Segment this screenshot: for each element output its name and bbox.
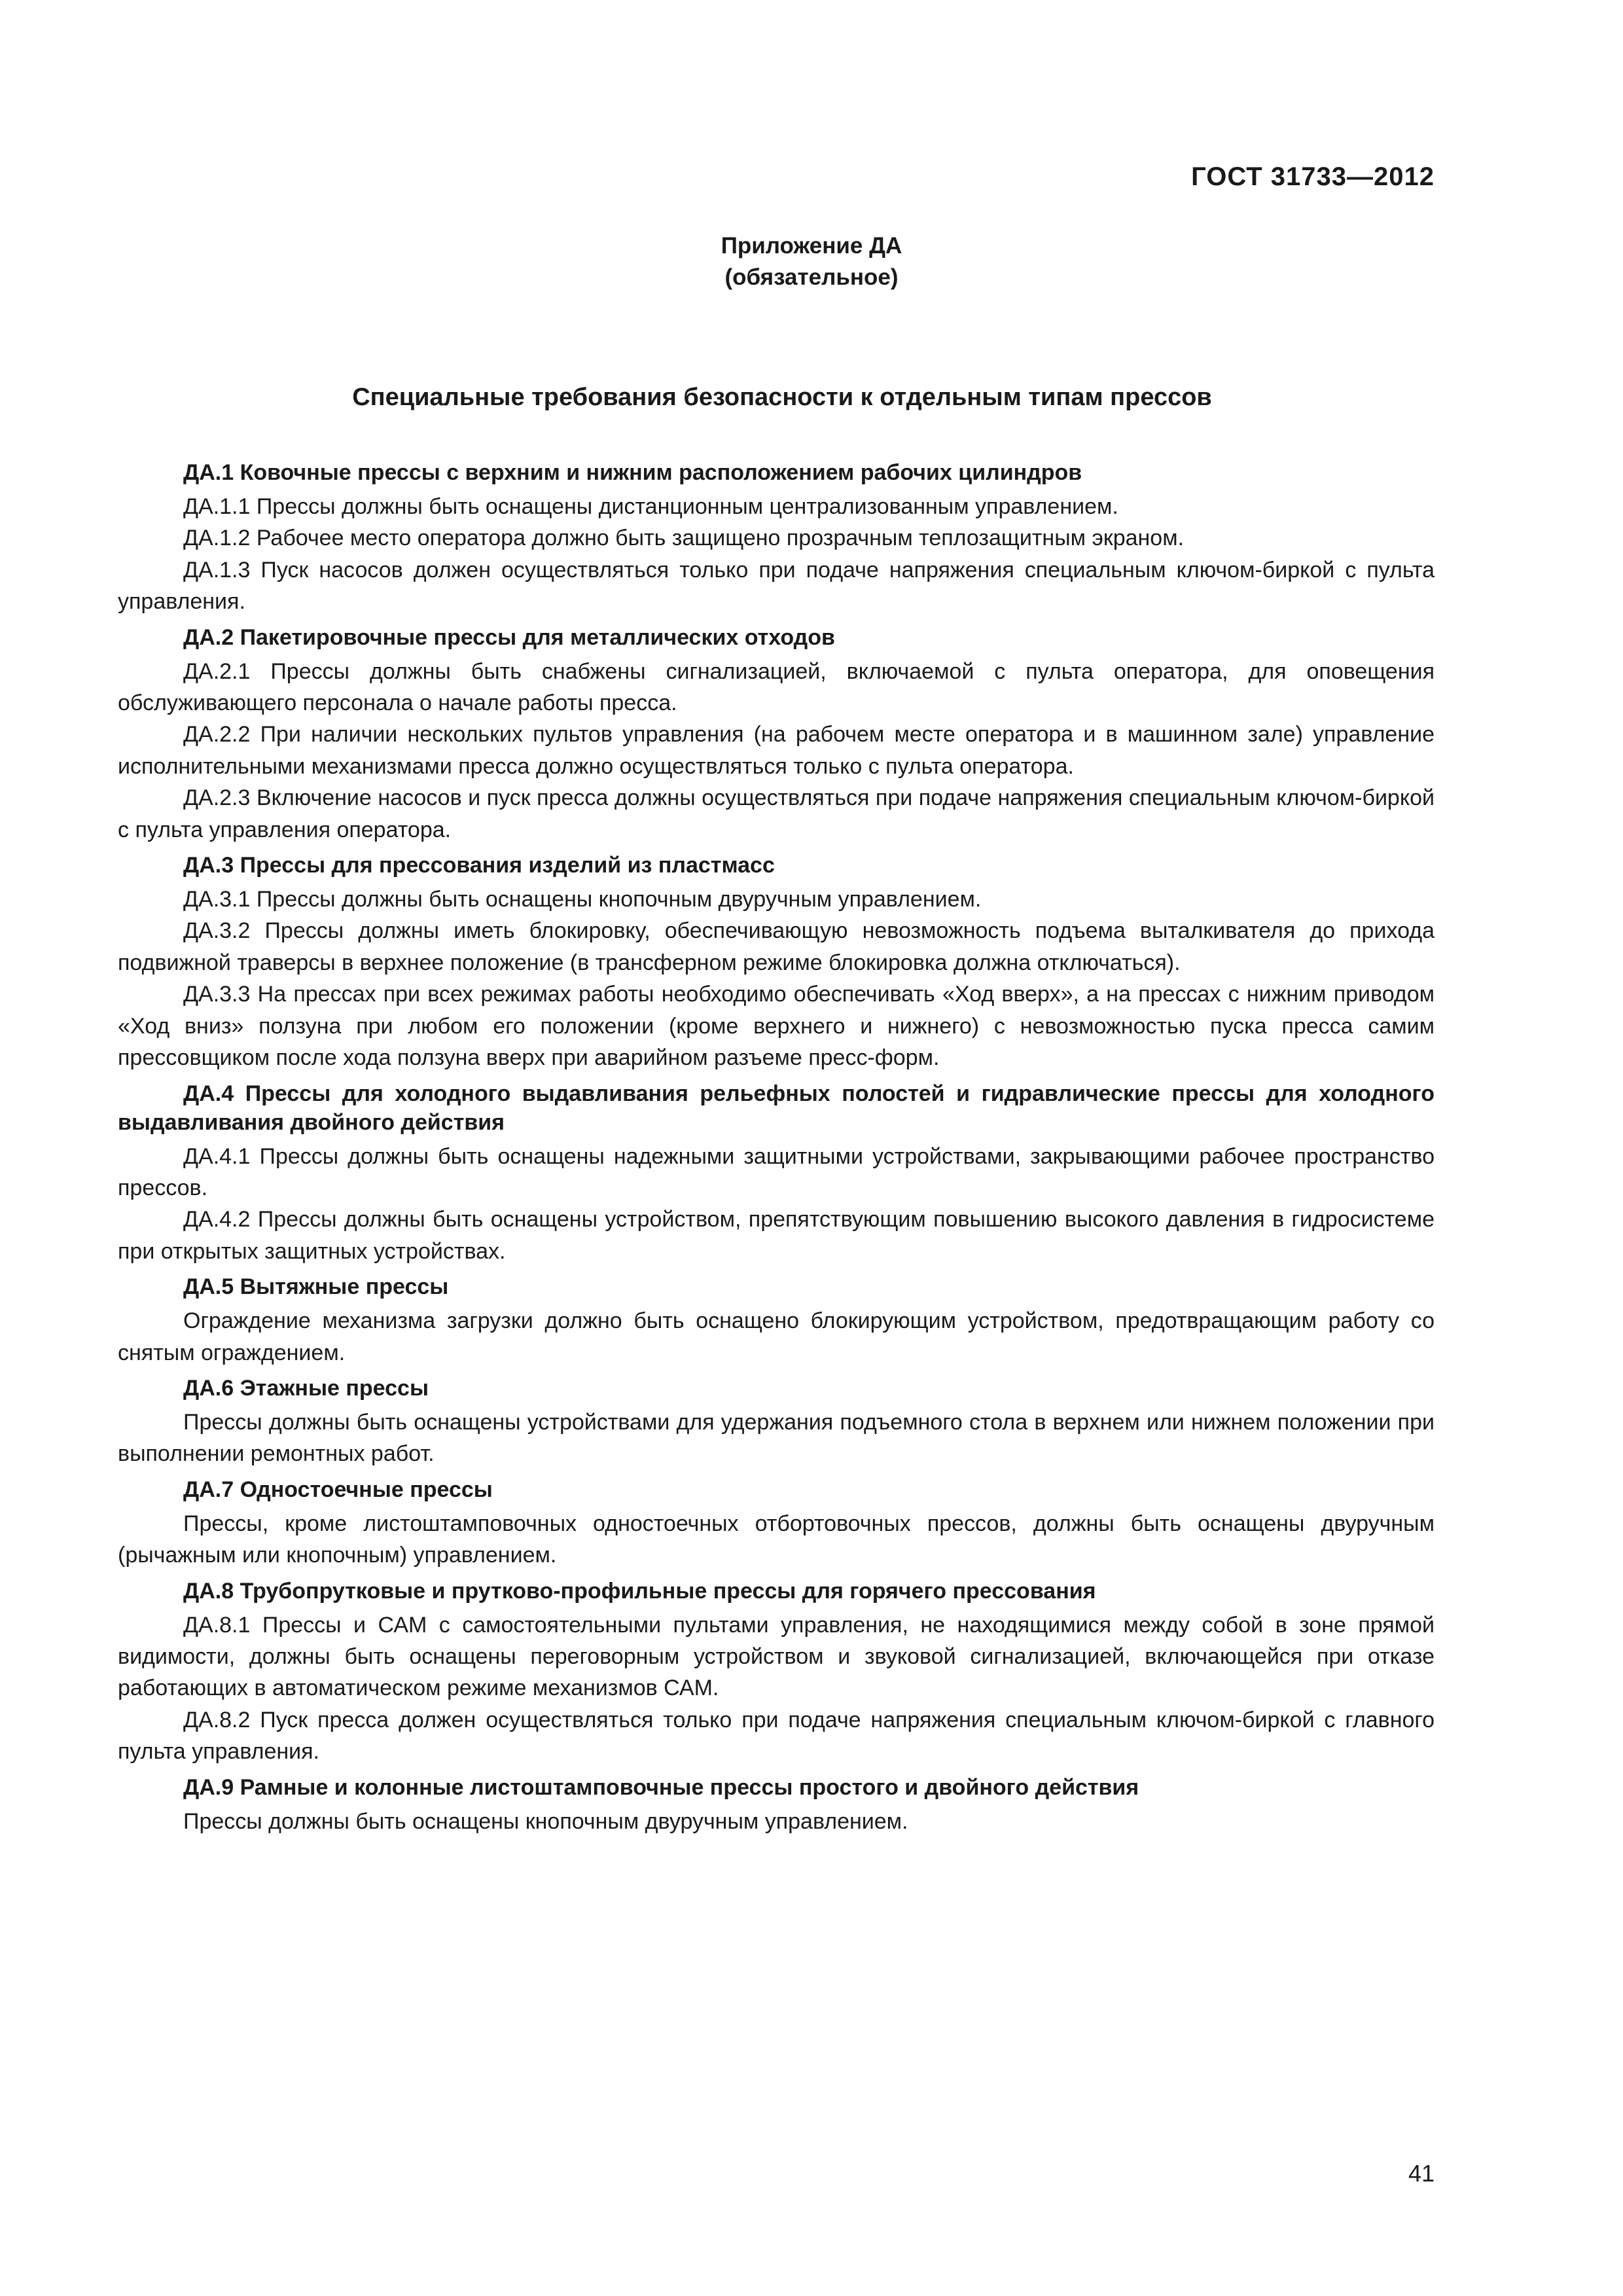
- clause-da-3-3: ДА.3.3 На прессах при всех режимах работы необходимо обеспечивать «Ход вверх», а на прессах с нижним приводом «Ход вниз» ползуна при любом его положении (кроме верхнего и нижнего) с невозможностью пуска пресса самим прессовщиком после хода ползуна вверх при аварийном разъеме пресс-форм.: [118, 982, 1435, 1071]
- section-heading-da3: ДА.3 Прессы для прессования изделий из пластмасс: [183, 853, 775, 878]
- document-code: ГОСТ 31733—2012: [1191, 162, 1435, 191]
- clause-da-2-1: ДА.2.1 Прессы должны быть снабжены сигнализацией, включаемой с пульта оператора, для оповещения обслуживающего персонала о начале работы пресса.: [118, 658, 1435, 716]
- clause-da-8-2: ДА.8.2 Пуск пресса должен осуществляться только при подаче напряжения специальным ключом-биркой с главного пульта управления.: [118, 1707, 1435, 1765]
- clause-da-7: Прессы, кроме листоштамповочных одностоечных отбортовочных прессов, должны быть оснащены двуручным (рычажным или кнопочным) управлением.: [118, 1511, 1435, 1568]
- section-heading-da5: ДА.5 Вытяжные прессы: [183, 1274, 449, 1300]
- section-heading-da4: ДА.4 Прессы для холодного выдавливания рельефных полостей и гидравлические прессы для холодного выдавливания двойного действия: [118, 1081, 1435, 1135]
- section-heading-da1: ДА.1 Ковочные прессы с верхним и нижним расположением рабочих цилиндров: [183, 460, 1082, 485]
- clause-da-9: Прессы должны быть оснащены кнопочным двуручным управлением.: [183, 1808, 908, 1834]
- appendix-header: [0, 230, 1623, 293]
- appendix-status: (обязательное): [724, 264, 899, 290]
- clause-da-1-1: ДА.1.1 Прессы должны быть оснащены дистанционным централизованным управлением.: [183, 494, 1118, 519]
- clause-da-6: Прессы должны быть оснащены устройствами для удержания подъемного стола в верхнем или нижнем положении при выполнении ремонтных работ.: [118, 1409, 1435, 1467]
- page-number: 41: [1408, 2160, 1435, 2187]
- clause-da-2-3: ДА.2.3 Включение насосов и пуск пресса должны осуществляться при подаче напряжения специальным ключом-биркой с пульта управления оператора.: [118, 785, 1435, 842]
- clause-da-1-2: ДА.1.2 Рабочее место оператора должно быть защищено прозрачным теплозащитным экраном.: [183, 526, 1185, 551]
- clause-da-4-2: ДА.4.2 Прессы должны быть оснащены устройством, препятствующим повышению высокого давления в гидросистеме при открытых защитных устройствах.: [118, 1207, 1435, 1264]
- document-body: [118, 458, 1435, 1837]
- clause-da-3-2: ДА.3.2 Прессы должны иметь блокировку, обеспечивающую невозможность подъема выталкивателя до прихода подвижной траверсы в верхнее положение (в трансферном режиме блокировка должна отключаться).: [118, 918, 1435, 975]
- clause-da-8-1: ДА.8.1 Прессы и САМ с самостоятельными пультами управления, не находящимися между собой в зоне прямой видимости, должны быть оснащены переговорным устройством и звуковой сигнализацией, включающейся при отказе работающих в автоматическом режиме механизмов САМ.: [118, 1612, 1435, 1701]
- section-heading-da7: ДА.7 Одностоечные прессы: [183, 1477, 493, 1502]
- section-heading-da2: ДА.2 Пакетировочные прессы для металлических отходов: [183, 624, 835, 650]
- appendix-title: Приложение ДА: [721, 233, 902, 259]
- clause-da-4-1: ДА.4.1 Прессы должны быть оснащены надежными защитными устройствами, закрывающими рабочее пространство прессов.: [118, 1143, 1435, 1200]
- clause-da-2-2: ДА.2.2 При наличии нескольких пультов управления (на рабочем месте оператора и в машинном зале) управление исполнительными механизмами пресса должно осуществляться только с пульта оператора.: [118, 722, 1435, 779]
- clause-da-3-1: ДА.3.1 Прессы должны быть оснащены кнопочным двуручным управлением.: [183, 887, 982, 912]
- clause-da-1-3: ДА.1.3 Пуск насосов должен осуществляться только при подаче напряжения специальным ключом-биркой с пульта управления.: [118, 557, 1435, 615]
- section-heading-da6: ДА.6 Этажные прессы: [183, 1375, 429, 1401]
- section-heading-da8: ДА.8 Трубопрутковые и прутково-профильные прессы для горячего прессования: [183, 1578, 1096, 1604]
- section-heading-da9: ДА.9 Рамные и колонные листоштамповочные прессы простого и двойного действия: [183, 1774, 1139, 1800]
- main-title: Специальные требования безопасности к отдельным типам прессов: [352, 384, 1212, 411]
- clause-da-5: Ограждение механизма загрузки должно быть оснащено блокирующим устройством, предотвращающим работу со снятым ограждением.: [118, 1308, 1435, 1365]
